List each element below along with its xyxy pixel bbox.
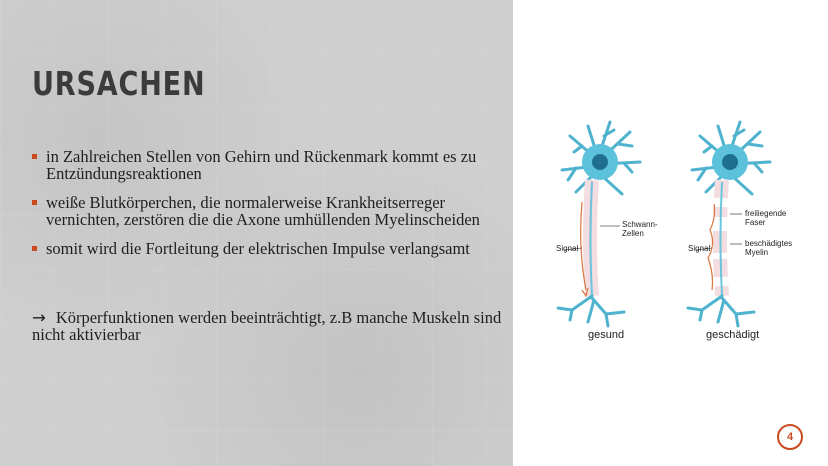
slide-title: URSACHEN [32,64,206,103]
schwann-label-line2: Zellen [622,229,644,238]
page-number: 4 [786,431,794,443]
damaged-myelin-label-line2: Myelin [745,248,769,257]
caption-damaged: geschädigt [706,329,760,341]
conclusion-line [32,309,502,343]
bullet-list [32,148,492,269]
signal-label-damaged: Signal [688,244,711,253]
neuron-figure [548,118,798,348]
signal-label-healthy: Signal [556,244,579,253]
page-number-badge [777,424,803,450]
bullet-item: weiße Blutkörperchen, die normalerweise Krankheitserreger vernichten, zerstören die die Axone umhüllenden Myelinscheiden [32,194,492,228]
bullet-item: somit wird die Fortleitung der elektrischen Impulse verlangsamt [32,240,492,257]
neuron-illustration [548,118,798,348]
free-fiber-label-line1: freiliegende [745,209,787,218]
damaged-myelin-label-line1: beschädigtes [745,239,793,248]
free-fiber-label-line2: Faser [745,218,766,227]
conclusion-text: Körperfunktionen werden beeinträchtigt, z.B manche Muskeln sind nicht aktivierbar [32,308,502,344]
caption-healthy: gesund [588,329,625,341]
arrow-icon: → [32,308,46,327]
bullet-item: in Zahlreichen Stellen von Gehirn und Rückenmark kommt es zu Entzündungsreaktionen [32,148,492,182]
schwann-label-line1: Schwann- [622,220,658,229]
